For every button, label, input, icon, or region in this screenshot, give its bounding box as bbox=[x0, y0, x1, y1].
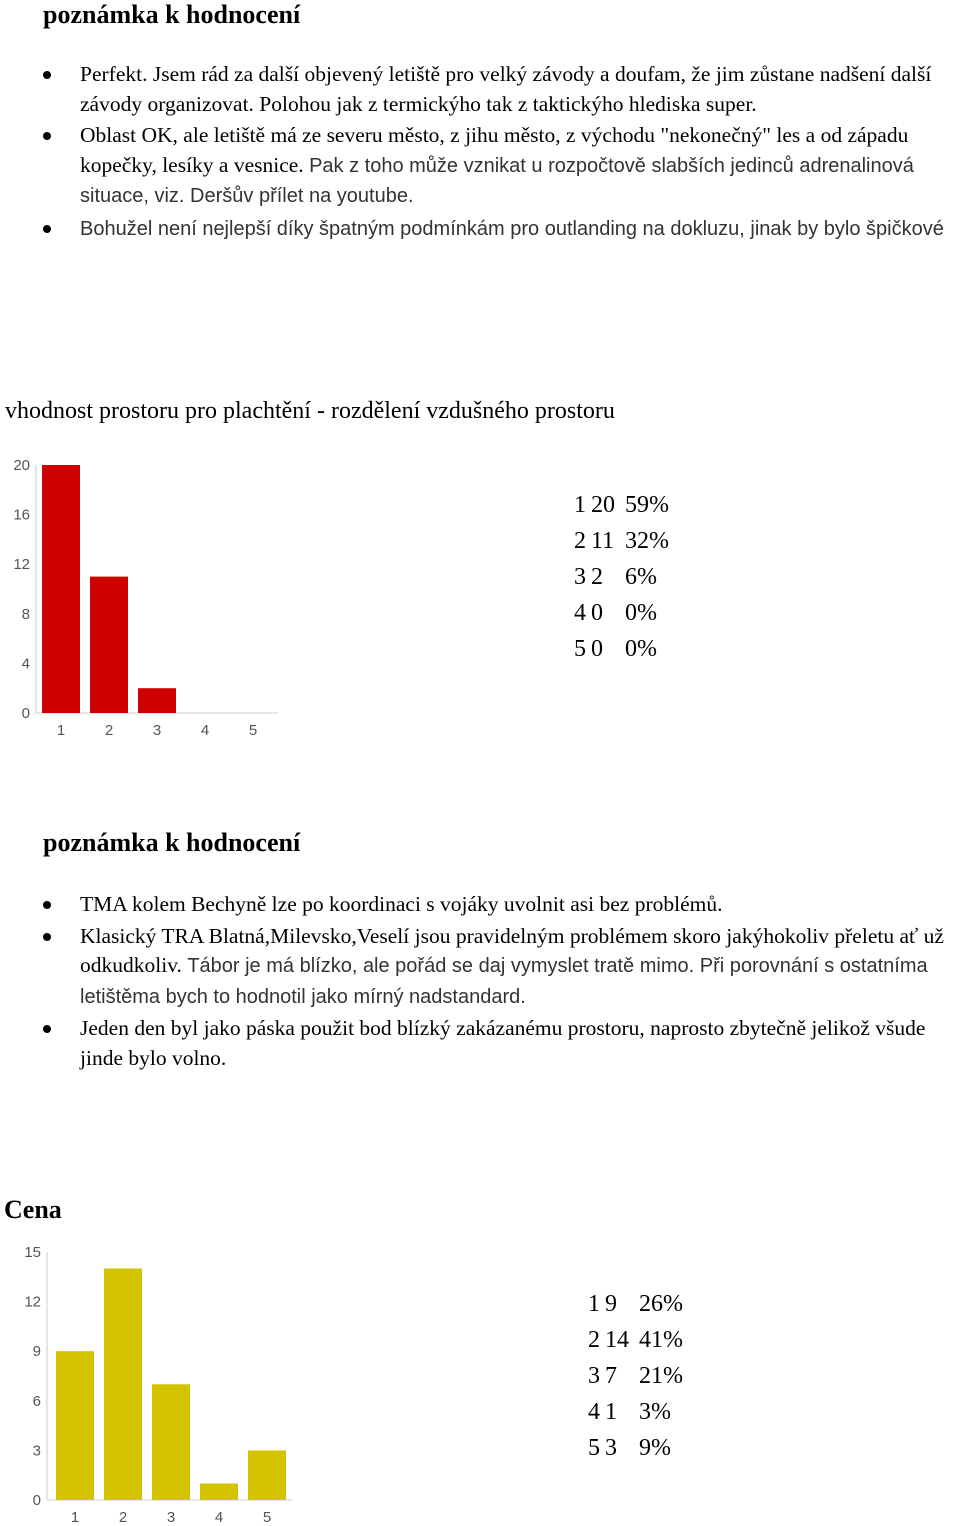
stat-percent: 6% bbox=[625, 564, 657, 590]
y-tick-label: 15 bbox=[24, 1244, 41, 1261]
bar-4 bbox=[200, 1483, 238, 1500]
stat-percent: 0% bbox=[625, 600, 657, 626]
section-title-airspace: vhodnost prostoru pro plachtění - rozdělení vzdušného prostoru bbox=[5, 398, 615, 424]
list-item bbox=[80, 890, 952, 920]
stat-row bbox=[588, 1358, 683, 1394]
stat-count: 9 bbox=[605, 1291, 617, 1317]
x-tick-label: 2 bbox=[118, 1509, 128, 1526]
stat-count: 1 bbox=[605, 1399, 617, 1425]
y-tick-label: 9 bbox=[32, 1343, 41, 1361]
x-tick-label: 2 bbox=[104, 722, 114, 739]
stat-row bbox=[588, 1322, 683, 1358]
bar-2 bbox=[90, 577, 128, 713]
stat-percent: 9% bbox=[639, 1435, 671, 1461]
stat-percent: 3% bbox=[639, 1399, 671, 1425]
y-tick-label: 12 bbox=[13, 556, 30, 574]
note-text: Bohužel není nejlepší díky špatným podmínkám pro outlanding na dokluzu, jinak by bylo špičkové bbox=[80, 217, 944, 240]
stat-row bbox=[574, 559, 669, 595]
note-text: Tábor je má blízko, ale pořád se daj vymyslet tratě mimo. bbox=[187, 955, 700, 977]
bar-chart-svg bbox=[0, 455, 290, 745]
stat-count: 2 bbox=[591, 564, 603, 590]
stat-category: 5 bbox=[588, 1435, 600, 1461]
bar-1 bbox=[56, 1351, 94, 1500]
stat-percent: 0% bbox=[625, 636, 657, 662]
stat-percent: 32% bbox=[625, 528, 669, 554]
stat-category: 2 bbox=[588, 1327, 600, 1353]
note-list-1 bbox=[80, 60, 952, 246]
stat-category: 1 bbox=[588, 1291, 600, 1317]
note-heading-2: poznámka k hodnocení bbox=[43, 828, 301, 857]
x-tick-label: 4 bbox=[214, 1509, 224, 1526]
stat-row bbox=[588, 1286, 683, 1322]
bar-3 bbox=[138, 688, 176, 713]
y-tick-label: 16 bbox=[13, 506, 30, 524]
stat-percent: 26% bbox=[639, 1291, 683, 1317]
stat-count: 7 bbox=[605, 1363, 617, 1389]
bullet-icon bbox=[43, 71, 51, 79]
x-tick-label: 3 bbox=[166, 1509, 176, 1526]
bar-5 bbox=[248, 1450, 286, 1500]
stat-category: 5 bbox=[574, 636, 586, 662]
y-tick-label: 3 bbox=[32, 1442, 41, 1460]
y-tick-label: 12 bbox=[24, 1293, 41, 1311]
stat-category: 4 bbox=[574, 600, 586, 626]
stat-percent: 21% bbox=[639, 1363, 683, 1389]
x-tick-label: 3 bbox=[152, 722, 162, 739]
stat-row bbox=[588, 1394, 683, 1430]
list-item bbox=[80, 214, 952, 245]
list-item bbox=[80, 60, 952, 119]
list-item bbox=[80, 1014, 952, 1073]
note-text: TMA kolem Bechyně lze po koordinaci s vojáky uvolnit asi bez problémů. bbox=[80, 892, 723, 916]
price-stats bbox=[588, 1286, 683, 1466]
note-list-2 bbox=[80, 890, 952, 1075]
airspace-bar-chart bbox=[0, 455, 290, 745]
stat-count: 0 bbox=[591, 636, 603, 662]
bar-1 bbox=[42, 465, 80, 713]
stat-row bbox=[588, 1430, 683, 1466]
bullet-icon bbox=[43, 901, 51, 909]
note-text: Oblast OK, ale letiště má ze severu město, z jihu město, z východu "nekonečný" les a od západu kopečky, lesíky a vesnice. bbox=[80, 123, 909, 177]
stat-percent: 59% bbox=[625, 492, 669, 518]
stat-count: 0 bbox=[591, 600, 603, 626]
x-tick-label: 5 bbox=[248, 722, 258, 739]
note-text: Perfekt. Jsem rád za další objevený letiště pro velký závody a doufam, že jim zůstane nadšení další závody organizovat. Polohou jak z termickýho tak z taktickýho hlediska super. bbox=[80, 62, 932, 116]
bullet-icon bbox=[43, 225, 51, 233]
y-tick-label: 8 bbox=[21, 605, 30, 623]
section-title-price: Cena bbox=[4, 1195, 62, 1224]
note-text: Jeden den byl jako páska použit bod blízký zakázanému prostoru, naprosto zbytečně jelikož všude jinde bylo volno. bbox=[80, 1016, 926, 1070]
stat-row bbox=[574, 595, 669, 631]
stat-row bbox=[574, 523, 669, 559]
stat-category: 2 bbox=[574, 528, 586, 554]
airspace-stats bbox=[574, 487, 669, 667]
note-heading-1: poznámka k hodnocení bbox=[43, 0, 301, 29]
list-item bbox=[80, 121, 952, 212]
y-tick-label: 0 bbox=[21, 705, 30, 722]
x-tick-label: 1 bbox=[56, 722, 66, 739]
x-tick-label: 4 bbox=[200, 722, 210, 739]
stat-category: 1 bbox=[574, 492, 586, 518]
note-text: Pak z toho může vznikat u rozpočtově slabších jedinců adrenalinová situace, viz. Deršův přílet na youtube. bbox=[80, 154, 914, 207]
bar-chart-svg bbox=[0, 1240, 300, 1526]
bullet-icon bbox=[43, 1025, 51, 1033]
stat-count: 11 bbox=[591, 528, 615, 554]
bullet-icon bbox=[43, 933, 51, 941]
stat-count: 14 bbox=[605, 1327, 629, 1353]
stat-count: 20 bbox=[591, 492, 615, 518]
stat-category: 4 bbox=[588, 1399, 600, 1425]
bar-3 bbox=[152, 1384, 190, 1500]
y-tick-label: 20 bbox=[13, 457, 30, 474]
y-tick-label: 6 bbox=[32, 1392, 41, 1410]
list-item bbox=[80, 922, 952, 1013]
bar-2 bbox=[104, 1269, 142, 1500]
stat-category: 3 bbox=[574, 564, 586, 590]
stat-count: 3 bbox=[605, 1435, 617, 1461]
note-text: Klasický TRA Blatná,Milevsko,Veselí jsou pravidelným problémem skoro jakýhokoliv přeletu ať už odkudkoliv. bbox=[80, 923, 944, 977]
x-tick-label: 5 bbox=[262, 1509, 272, 1526]
y-tick-label: 0 bbox=[32, 1492, 41, 1509]
stat-category: 3 bbox=[588, 1363, 600, 1389]
stat-row bbox=[574, 631, 669, 667]
price-bar-chart bbox=[0, 1240, 300, 1526]
note-text: Při porovnání s ostatníma letištěma bych to hodnotil jako mírný nadstandard. bbox=[80, 955, 928, 1008]
y-tick-label: 4 bbox=[21, 655, 30, 673]
x-tick-label: 1 bbox=[70, 1509, 80, 1526]
stat-percent: 41% bbox=[639, 1327, 683, 1353]
stat-row bbox=[574, 487, 669, 523]
bullet-icon bbox=[43, 132, 51, 140]
